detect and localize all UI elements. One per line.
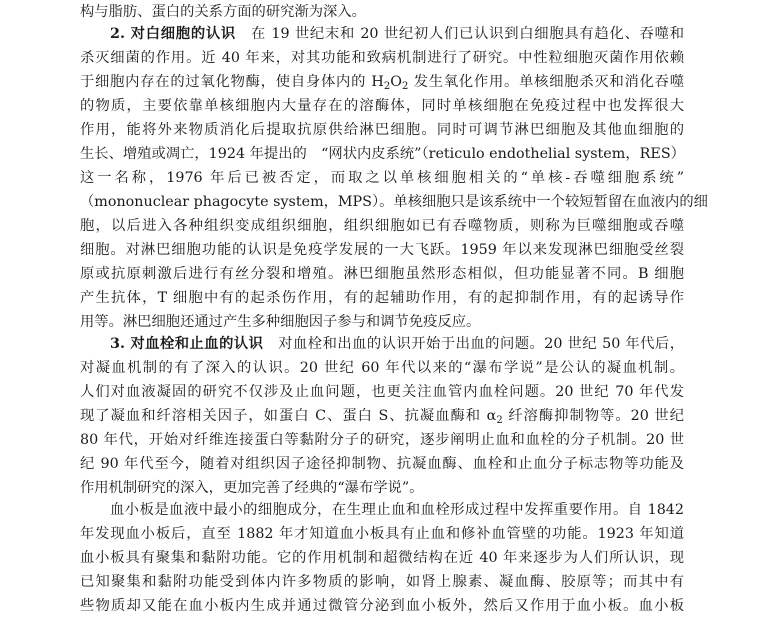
paragraph-line	[80, 190, 708, 214]
paragraph-line	[80, 428, 684, 452]
paragraph-line	[80, 522, 684, 546]
body-text: 人们对血液凝固的研究不仅涉及止血问题，也更关注血管内血栓问题。20 世纪 70 年代发	[80, 384, 684, 400]
paragraph-line	[80, 214, 684, 238]
body-text: 血小板是血液中最小的细胞成分，在生理止血和血栓形成过程中发挥重要作用。自 1842	[110, 502, 684, 518]
paragraph-line	[80, 142, 684, 166]
section-heading: 3. 对血栓和止血的认识	[110, 336, 264, 352]
section-heading: 2. 对白细胞的认识	[110, 26, 236, 42]
body-text: 的物质，主要依靠单核细胞内大量存在的溶酶体，同时单核细胞在免疫过程中也发挥很大	[80, 98, 684, 114]
paragraph-line	[80, 94, 684, 118]
body-text: 纤溶酶抑制物等。20 世纪	[502, 408, 684, 424]
body-text: 年发现血小板后，直至 1882 年才知道血小板具有止血和修补血管壁的功能。1923 年知道	[80, 526, 684, 542]
subscript: 2	[383, 81, 391, 92]
section-heading-line	[110, 332, 684, 356]
body-text: 对血栓和出血的认识开始于出血的问题。20 世纪 50 年代后，	[263, 336, 684, 352]
body-text: 血小板具有聚集和黏附功能。它的作用机制和超微结构在近 40 年来逐步为人们所认识，现	[80, 550, 684, 566]
body-text: 胞，以后进入各种组织变成组织细胞，组织细胞如已有吞噬物质，则称为巨噬细胞或吞噬	[80, 218, 684, 234]
body-text: 作用，能将外来物质消化后提取抗原供给淋巴细胞。同时可调节淋巴细胞及其他血细胞的	[80, 122, 684, 138]
body-text: 些物质却又能在血小板内生成并通过微管分泌到血小板外，然后又作用于血小板。血小板	[80, 598, 684, 614]
body-text: 对凝血机制的有了深入的认识。20 世纪 60 年代以来的“瀑布学说”是公认的凝血机制。	[80, 360, 684, 376]
paragraph-line	[80, 310, 684, 334]
body-text: 现了凝血和纤溶相关因子，如蛋白 C、蛋白 S、抗凝血酶和 α	[80, 408, 497, 424]
section-heading-line	[110, 22, 684, 46]
subscript: 2	[496, 415, 503, 426]
body-text: 80 年代，开始对纤维连接蛋白等黏附分子的研究，逐步阐明止血和血栓的分子机制。20 世	[80, 432, 684, 448]
paragraph-line	[80, 570, 684, 594]
body-text: 细胞。对淋巴细胞功能的认识是免疫学发展的一大飞跃。1959 年以来发现淋巴细胞受丝裂	[80, 242, 684, 258]
paragraph-line	[80, 166, 684, 190]
paragraph-line	[80, 46, 684, 70]
paragraph-line	[110, 498, 684, 522]
body-text: （mononuclear phagocyte system，MPS）。单核细胞只是该系统中一个较短暂留在血液内的细	[80, 194, 708, 210]
body-text: 发生氧化作用。单核细胞杀灭和消化吞噬	[408, 74, 684, 90]
body-text: 生长、增殖或凋亡，1924 年提出的 “网状内皮系统”（reticulo endothelial system，RES）	[80, 146, 685, 162]
body-text: 纪 90 年代至今，随着对组织因子途径抑制物、抗凝血酶、血栓和止血分子标志物等功能及	[80, 456, 684, 472]
body-text: 用等。淋巴细胞还通过产生多种细胞因子参与和调节免疫反应。	[80, 314, 481, 330]
paragraph-line	[80, 0, 684, 24]
body-text: 在 19 世纪末和 20 世纪初人们已认识到白细胞具有趋化、吞噬和	[235, 26, 685, 42]
paragraph-line	[80, 70, 684, 94]
body-text: 于细胞内存在的过氧化物酶，使自身体内的 H	[80, 74, 384, 90]
body-text: 已知聚集和黏附功能受到体内许多物质的影响，如肾上腺素、凝血酶、胶原等；而其中有	[80, 574, 684, 590]
paragraph-line	[80, 594, 684, 618]
body-text: 构与脂肪、蛋白的关系方面的研究渐为深入。	[80, 4, 366, 20]
body-text: O	[390, 74, 403, 90]
body-text: 这一名称，1976 年后已被否定，而取之以单核细胞相关的“单核-吞噬细胞系统”	[80, 170, 684, 186]
paragraph-line	[80, 404, 684, 428]
body-text: 杀灭细菌的作用。近 40 年来，对其功能和致病机制进行了研究。中性粒细胞灭菌作用依赖	[80, 50, 684, 66]
paragraph-line	[80, 476, 684, 500]
body-text: 作用机制研究的深入，更加完善了经典的“瀑布学说”。	[80, 480, 424, 496]
paragraph-line	[80, 286, 684, 310]
paragraph-line	[80, 356, 684, 380]
body-text: 产生抗体，T 细胞中有的起杀伤作用，有的起辅助作用，有的起抑制作用，有的起诱导作	[80, 290, 684, 306]
paragraph-line	[80, 380, 684, 404]
paragraph-line	[80, 262, 684, 286]
paragraph-line	[80, 118, 684, 142]
body-text: 原或抗原刺激后进行有丝分裂和增殖。淋巴细胞虽然形态相似，但功能显著不同。B 细胞	[80, 266, 684, 282]
paragraph-line	[80, 546, 684, 570]
subscript: 2	[402, 81, 409, 92]
paragraph-line	[80, 238, 684, 262]
paragraph-line	[80, 452, 684, 476]
